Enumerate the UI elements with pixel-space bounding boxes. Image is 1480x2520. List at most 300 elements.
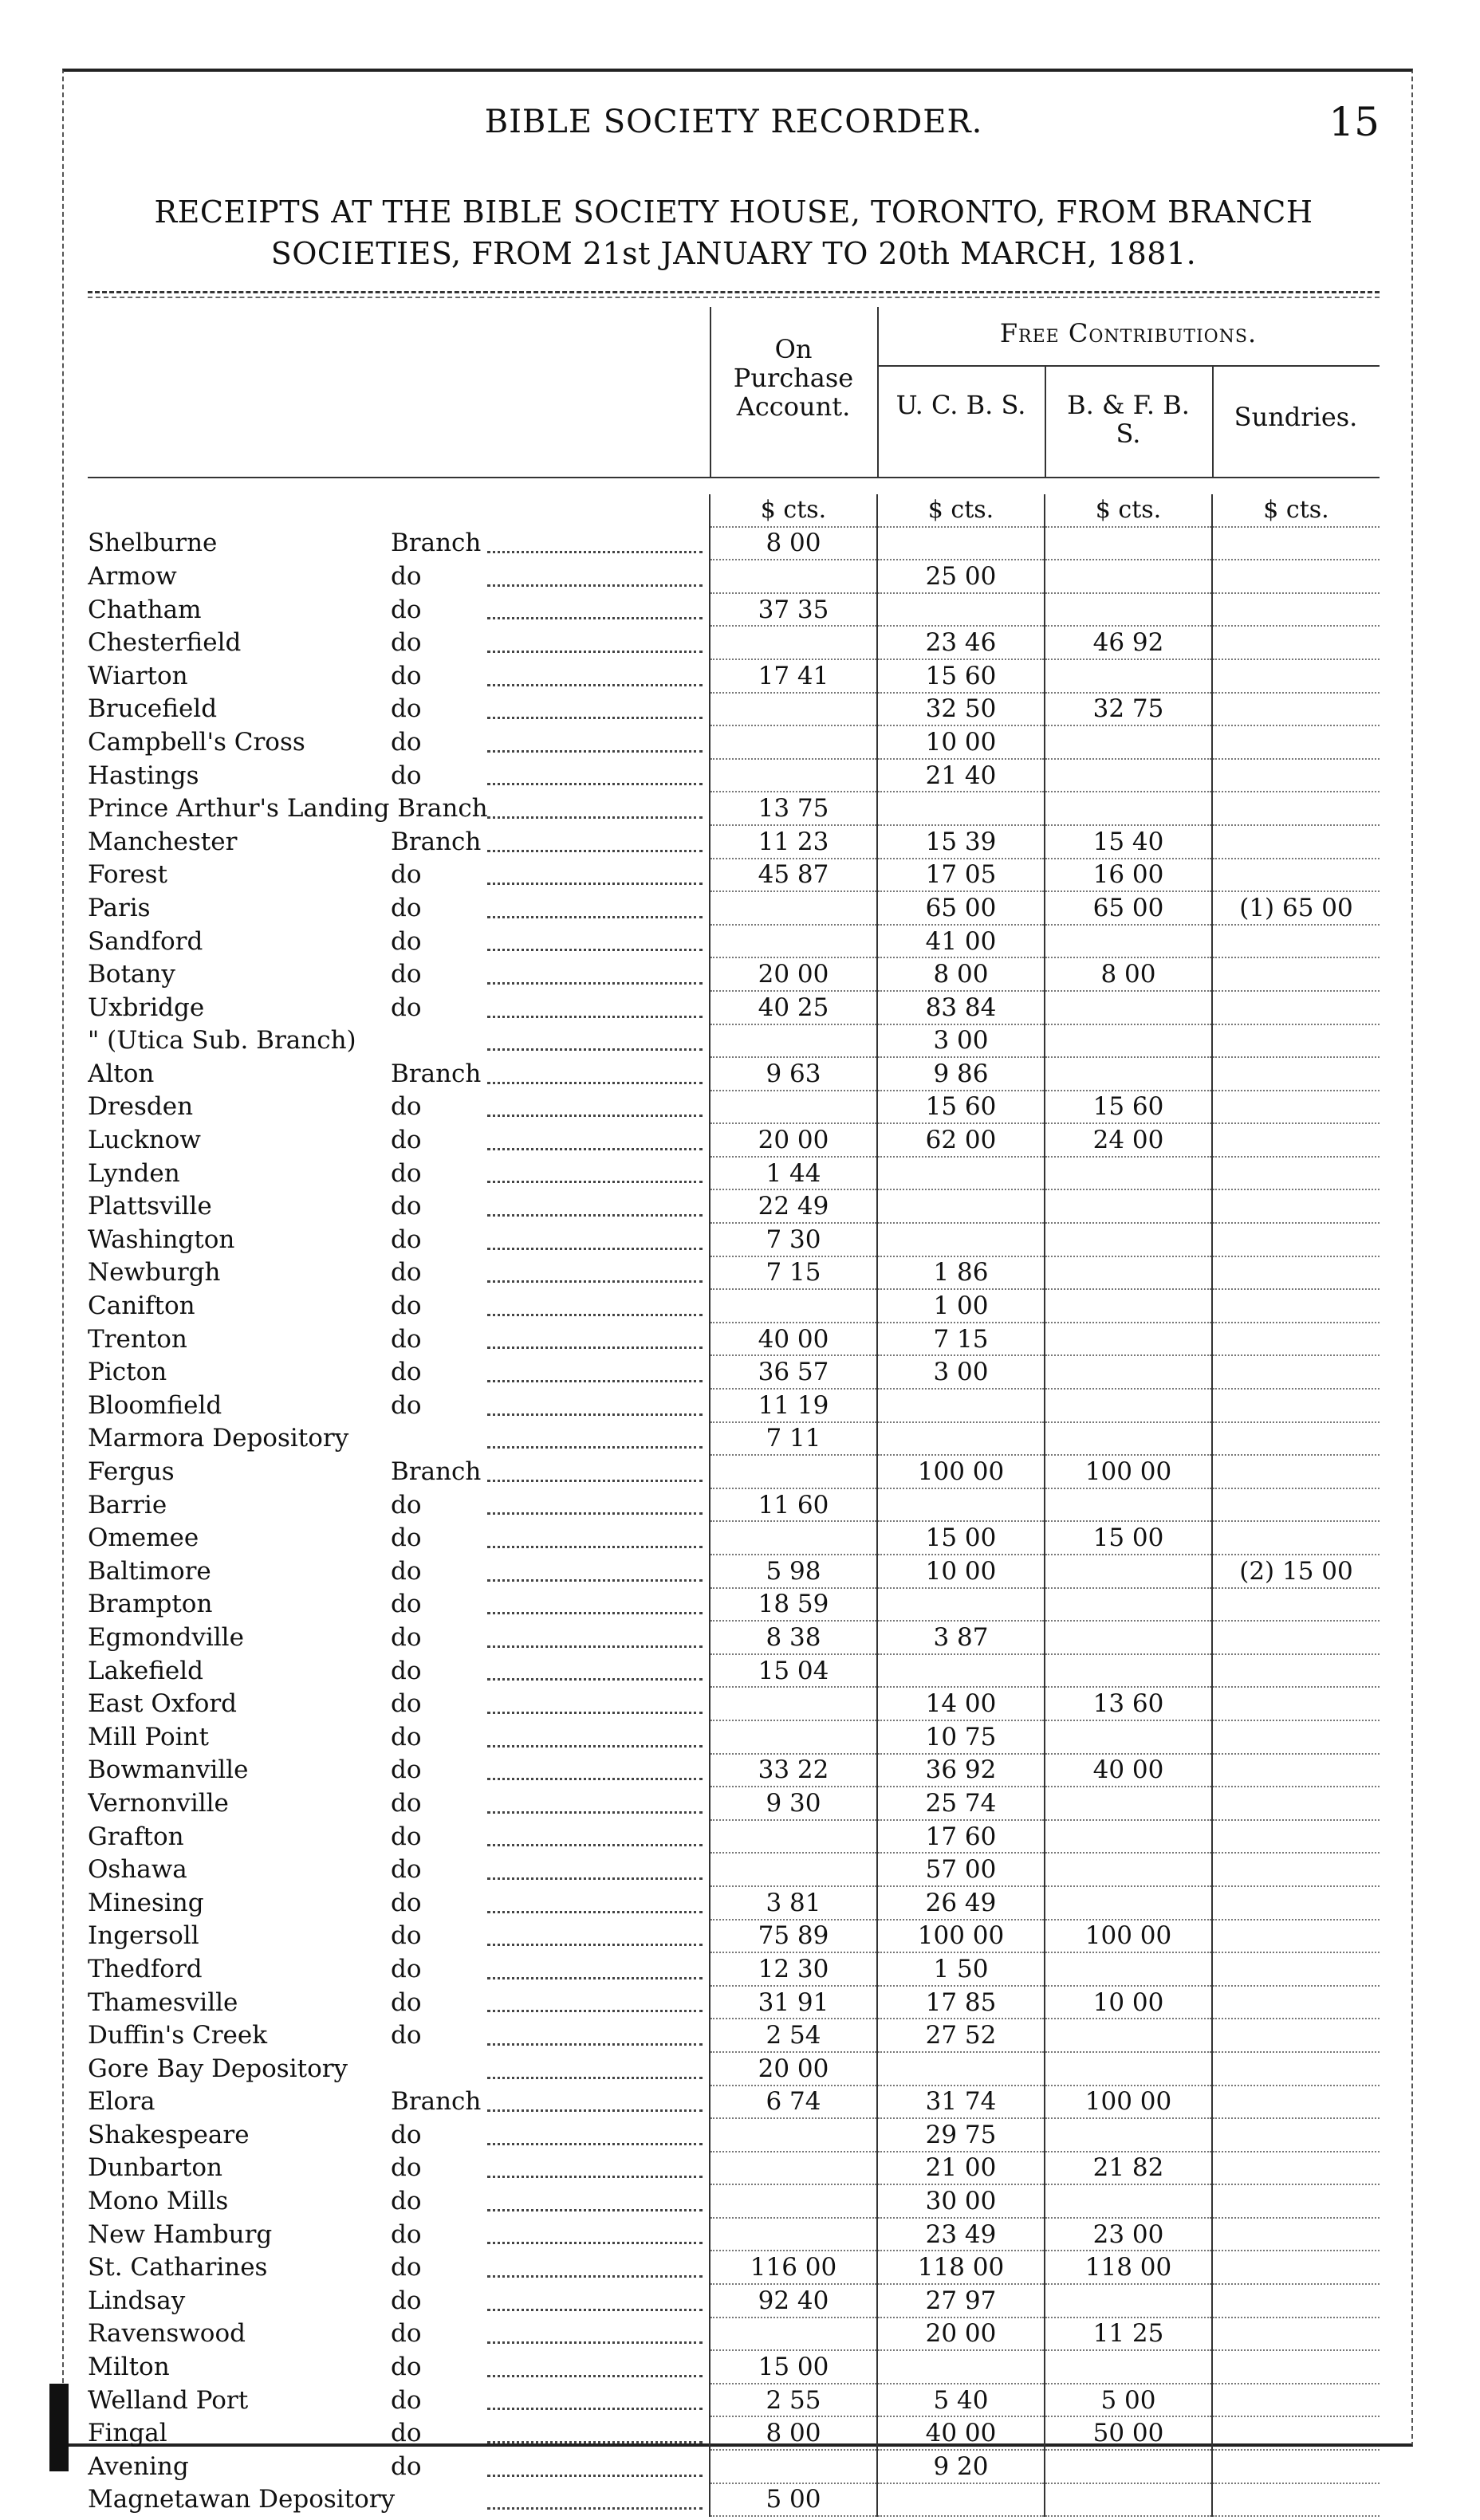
purchase-amount: 45 87 — [710, 859, 877, 892]
branch-name: Bloomfield — [88, 1390, 222, 1420]
branch-cell — [88, 1555, 710, 1588]
table-row — [88, 1422, 1380, 1456]
sundries-amount — [1212, 1189, 1380, 1223]
table-row — [88, 2384, 1380, 2417]
branch-name: Shakespeare — [88, 2120, 250, 2149]
ucbs-amount — [877, 593, 1045, 627]
ucbs-amount: 3 00 — [877, 1355, 1045, 1389]
branch-name: East Oxford — [88, 1689, 238, 1719]
branch-type: do — [391, 1556, 422, 1586]
table-row — [88, 1355, 1380, 1389]
ucbs-amount: 15 60 — [877, 659, 1045, 693]
dot-leader — [487, 1016, 703, 1018]
purchase-amount: 13 75 — [710, 792, 877, 825]
dot-leader — [487, 2242, 703, 2244]
dot-leader — [487, 2375, 703, 2377]
col-free-contributions: Free Contributions. — [999, 318, 1258, 348]
dot-leader — [487, 1115, 703, 1117]
branch-name: " (Utica Sub. Branch) — [88, 1026, 356, 1056]
branch-name: Baltimore — [88, 1556, 211, 1586]
purchase-amount — [710, 1853, 877, 1886]
table-row — [88, 1455, 1380, 1488]
branch-cell — [88, 1355, 710, 1389]
dot-leader — [487, 883, 703, 885]
purchase-amount — [710, 2118, 877, 2152]
branch-name: Minesing — [88, 1888, 204, 1917]
branch-cell — [88, 2284, 710, 2318]
sundries-amount — [1212, 1488, 1380, 1522]
sundries-amount — [1212, 1720, 1380, 1754]
bfbs-amount — [1045, 2450, 1212, 2483]
dot-leader — [487, 2209, 703, 2211]
table-row — [88, 1886, 1380, 1920]
purchase-amount — [710, 1289, 877, 1323]
bfbs-amount — [1045, 792, 1212, 825]
table-row — [88, 891, 1380, 925]
branch-type: do — [391, 2451, 422, 2481]
branch-cell — [88, 2251, 710, 2284]
branch-cell — [88, 2416, 710, 2450]
branch-cell — [88, 659, 710, 693]
purchase-amount — [710, 2152, 877, 2185]
ucbs-amount: 20 00 — [877, 2318, 1045, 2351]
branch-name: Barrie — [88, 1490, 167, 1519]
branch-type: do — [391, 1225, 422, 1254]
ucbs-amount: 23 46 — [877, 626, 1045, 659]
table-row — [88, 991, 1380, 1024]
branch-name: Avening — [88, 2451, 189, 2481]
bfbs-amount: 24 00 — [1045, 1123, 1212, 1157]
sundries-amount — [1212, 2184, 1380, 2218]
branch-cell — [88, 1389, 710, 1422]
purchase-amount — [710, 626, 877, 659]
table-row — [88, 2218, 1380, 2251]
sundries-amount — [1212, 560, 1380, 593]
purchase-amount: 5 98 — [710, 1555, 877, 1588]
table-row — [88, 2251, 1380, 2284]
bfbs-amount — [1045, 1223, 1212, 1256]
ucbs-amount: 10 75 — [877, 1720, 1045, 1754]
table-row — [88, 1853, 1380, 1886]
dot-leader — [487, 1346, 703, 1349]
sundries-amount — [1212, 1521, 1380, 1555]
purchase-amount: 75 89 — [710, 1920, 877, 1953]
table-row — [88, 1157, 1380, 1190]
unit-ucbs: $ cts. — [877, 494, 1045, 527]
branch-name: Gore Bay Depository — [88, 2054, 348, 2083]
branch-type: do — [391, 1888, 422, 1917]
ucbs-amount: 1 50 — [877, 1952, 1045, 1986]
branch-type: do — [391, 561, 422, 591]
col-bfbs: B. & F. B. S. — [1067, 390, 1190, 449]
branch-cell — [88, 1853, 710, 1886]
dot-leader — [487, 1811, 703, 1814]
branch-name: Chatham — [88, 595, 202, 624]
branch-name: Plattsville — [88, 1192, 212, 1221]
bfbs-amount — [1045, 1422, 1212, 1456]
branch-cell — [88, 1820, 710, 1854]
bfbs-amount: 11 25 — [1045, 2318, 1212, 2351]
branch-cell — [88, 725, 710, 759]
dot-leader — [487, 617, 703, 619]
branch-cell — [88, 1986, 710, 2019]
dot-leader — [487, 1314, 703, 1316]
bfbs-amount: 100 00 — [1045, 2086, 1212, 2119]
purchase-amount: 2 54 — [710, 2019, 877, 2052]
bfbs-amount — [1045, 659, 1212, 693]
table-row — [88, 2152, 1380, 2185]
table-row — [88, 560, 1380, 593]
branch-name: Brucefield — [88, 694, 218, 724]
table-row — [88, 825, 1380, 859]
dot-leader — [487, 684, 703, 686]
branch-name: Hastings — [88, 761, 199, 790]
branch-name: Manchester — [88, 827, 238, 856]
purchase-amount — [710, 1521, 877, 1555]
branch-type: Branch — [391, 2087, 482, 2117]
table-row — [88, 1091, 1380, 1124]
ucbs-amount — [877, 527, 1045, 560]
branch-name: Canifton — [88, 1291, 195, 1321]
ucbs-amount: 5 40 — [877, 2384, 1045, 2417]
branch-name: Sandford — [88, 926, 203, 956]
section-title-line-2: SOCIETIES, FROM 21st JANUARY TO 20th MARCH, 1881. — [270, 236, 1197, 271]
purchase-amount: 8 00 — [710, 527, 877, 560]
table-row — [88, 1986, 1380, 2019]
branch-cell — [88, 2118, 710, 2152]
purchase-amount: 15 00 — [710, 2350, 877, 2384]
sundries-amount — [1212, 2251, 1380, 2284]
running-header — [88, 99, 1380, 151]
ucbs-amount: 25 00 — [877, 560, 1045, 593]
table-row — [88, 593, 1380, 627]
dot-leader — [487, 1512, 703, 1515]
sundries-amount — [1212, 2019, 1380, 2052]
purchase-amount — [710, 1820, 877, 1854]
dot-leader — [487, 816, 703, 819]
ucbs-amount: 7 15 — [877, 1323, 1045, 1356]
dot-leader — [487, 1678, 703, 1681]
sundries-amount — [1212, 1355, 1380, 1389]
branch-type: do — [391, 694, 422, 724]
branch-type: do — [391, 1656, 422, 1685]
bfbs-amount: 8 00 — [1045, 957, 1212, 991]
branch-name: Grafton — [88, 1822, 184, 1851]
branch-name: Bowmanville — [88, 1755, 249, 1785]
branch-cell — [88, 1488, 710, 1522]
bfbs-amount — [1045, 1853, 1212, 1886]
purchase-amount — [710, 2450, 877, 2483]
bfbs-amount — [1045, 1057, 1212, 1091]
branch-cell — [88, 991, 710, 1024]
dot-leader — [487, 717, 703, 719]
purchase-amount: 116 00 — [710, 2251, 877, 2284]
dot-leader — [487, 750, 703, 753]
branch-name: Vernonville — [88, 1788, 229, 1818]
dot-leader — [487, 1612, 703, 1614]
bfbs-amount: 15 40 — [1045, 825, 1212, 859]
branch-name: Lynden — [88, 1158, 180, 1188]
table-row — [88, 1223, 1380, 1256]
bfbs-amount — [1045, 925, 1212, 958]
branch-cell — [88, 2450, 710, 2483]
dot-leader — [487, 1579, 703, 1582]
header-bottom-rule — [88, 477, 1380, 478]
unit-bfbs: $ cts. — [1045, 494, 1212, 527]
purchase-amount: 18 59 — [710, 1588, 877, 1622]
bfbs-amount — [1045, 1488, 1212, 1522]
purchase-amount: 11 60 — [710, 1488, 877, 1522]
branch-name: Campbell's Cross — [88, 727, 305, 757]
branch-type: Branch — [391, 1457, 482, 1487]
bfbs-amount — [1045, 725, 1212, 759]
branch-cell — [88, 2052, 710, 2086]
bfbs-amount: 32 75 — [1045, 693, 1212, 726]
ucbs-amount: 17 60 — [877, 1820, 1045, 1854]
branch-name: Dunbarton — [88, 2153, 223, 2183]
branch-type: do — [391, 1192, 422, 1221]
purchase-amount: 37 35 — [710, 593, 877, 627]
branch-cell — [88, 1091, 710, 1124]
sundries-amount — [1212, 925, 1380, 958]
header-divider-3 — [1045, 367, 1046, 478]
sundries-amount — [1212, 991, 1380, 1024]
dot-leader — [487, 2176, 703, 2178]
branch-type: do — [391, 2253, 422, 2282]
table-row — [88, 659, 1380, 693]
purchase-amount: 9 63 — [710, 1057, 877, 1091]
purchase-amount: 20 00 — [710, 2052, 877, 2086]
purchase-amount: 6 74 — [710, 2086, 877, 2119]
ucbs-amount: 118 00 — [877, 2251, 1045, 2284]
title-divider — [88, 291, 1380, 293]
group-underline — [877, 365, 1380, 367]
ucbs-amount: 26 49 — [877, 1886, 1045, 1920]
ucbs-amount: 27 97 — [877, 2284, 1045, 2318]
branch-cell — [88, 1157, 710, 1190]
ucbs-amount: 17 85 — [877, 1986, 1045, 2019]
ucbs-amount: 1 00 — [877, 1289, 1045, 1323]
branch-type: do — [391, 860, 422, 890]
table-row — [88, 1521, 1380, 1555]
dot-leader — [487, 949, 703, 951]
sundries-amount — [1212, 2318, 1380, 2351]
ucbs-amount: 15 60 — [877, 1091, 1045, 1124]
bfbs-amount — [1045, 1952, 1212, 1986]
sundries-amount — [1212, 1853, 1380, 1886]
branch-cell — [88, 1920, 710, 1953]
dot-leader — [487, 551, 703, 553]
branch-type: do — [391, 1324, 422, 1354]
dot-leader — [487, 2408, 703, 2410]
branch-cell — [88, 2152, 710, 2185]
ucbs-amount — [877, 2350, 1045, 2384]
table-row — [88, 1289, 1380, 1323]
ucbs-amount: 27 52 — [877, 2019, 1045, 2052]
branch-type: do — [391, 1490, 422, 1519]
bfbs-amount: 40 00 — [1045, 1754, 1212, 1787]
branch-name: Ravenswood — [88, 2319, 246, 2349]
ucbs-amount: 29 75 — [877, 2118, 1045, 2152]
dot-leader — [487, 2077, 703, 2079]
branch-name: Fingal — [88, 2419, 167, 2448]
table-row — [88, 1654, 1380, 1688]
bfbs-amount — [1045, 1256, 1212, 1290]
branch-name: Picton — [88, 1358, 167, 1387]
table-row — [88, 1588, 1380, 1622]
branch-name: Milton — [88, 2353, 170, 2382]
table-row — [88, 957, 1380, 991]
branch-type: do — [391, 595, 422, 624]
bfbs-amount: 100 00 — [1045, 1455, 1212, 1488]
table-row — [88, 527, 1380, 560]
dot-leader — [487, 2309, 703, 2311]
bfbs-amount — [1045, 527, 1212, 560]
bfbs-amount — [1045, 1189, 1212, 1223]
table-row — [88, 1754, 1380, 1787]
purchase-amount: 11 23 — [710, 825, 877, 859]
purchase-amount: 20 00 — [710, 957, 877, 991]
table-row — [88, 1488, 1380, 1522]
sundries-amount — [1212, 1389, 1380, 1422]
ucbs-amount: 9 20 — [877, 2450, 1045, 2483]
section-title — [88, 191, 1380, 274]
sundries-amount — [1212, 1952, 1380, 1986]
dot-leader — [487, 1712, 703, 1714]
branch-cell — [88, 626, 710, 659]
branch-type: Branch — [391, 827, 482, 856]
purchase-amount: 36 57 — [710, 1355, 877, 1389]
branch-type: Branch — [391, 1059, 482, 1088]
branch-type: do — [391, 2187, 422, 2216]
page-number: 15 — [1328, 99, 1380, 145]
purchase-amount — [710, 2318, 877, 2351]
branch-cell — [88, 2384, 710, 2417]
dot-leader — [487, 2043, 703, 2046]
branch-type: do — [391, 1523, 422, 1553]
purchase-amount: 92 40 — [710, 2284, 877, 2318]
table-row — [88, 1555, 1380, 1588]
branch-name: Armow — [88, 561, 177, 591]
branch-cell — [88, 593, 710, 627]
bfbs-amount: 10 00 — [1045, 1986, 1212, 2019]
sundries-amount — [1212, 1223, 1380, 1256]
branch-cell — [88, 1289, 710, 1323]
ucbs-amount: 25 74 — [877, 1787, 1045, 1820]
purchase-amount: 5 00 — [710, 2483, 877, 2517]
branch-cell — [88, 560, 710, 593]
dot-leader — [487, 2441, 703, 2443]
sundries-amount — [1212, 2218, 1380, 2251]
branch-cell — [88, 2483, 710, 2517]
ucbs-amount — [877, 1588, 1045, 1622]
bfbs-amount: 65 00 — [1045, 891, 1212, 925]
sundries-amount — [1212, 593, 1380, 627]
table-row — [88, 2416, 1380, 2450]
ucbs-amount: 57 00 — [877, 1853, 1045, 1886]
purchase-amount — [710, 1091, 877, 1124]
purchase-amount: 2 55 — [710, 2384, 877, 2417]
table-row — [88, 1787, 1380, 1820]
dot-leader — [487, 651, 703, 653]
branch-cell — [88, 1754, 710, 1787]
branch-cell — [88, 1422, 710, 1456]
purchase-amount — [710, 1024, 877, 1058]
bfbs-amount — [1045, 2019, 1212, 2052]
bfbs-amount: 100 00 — [1045, 1920, 1212, 1953]
branch-type: do — [391, 1622, 422, 1652]
table-row — [88, 1687, 1380, 1720]
branch-type: do — [391, 2153, 422, 2183]
ucbs-amount — [877, 2052, 1045, 2086]
branch-name: New Hamburg — [88, 2219, 273, 2249]
unit-purchase: $ cts. — [710, 494, 877, 527]
table-row — [88, 759, 1380, 792]
ucbs-amount — [877, 2483, 1045, 2517]
purchase-amount: 40 00 — [710, 1323, 877, 1356]
bfbs-amount — [1045, 1555, 1212, 1588]
bfbs-amount — [1045, 991, 1212, 1024]
purchase-amount: 31 91 — [710, 1986, 877, 2019]
sundries-amount — [1212, 1455, 1380, 1488]
branch-type: do — [391, 2021, 422, 2050]
title-divider-2 — [88, 297, 1380, 298]
branch-cell — [88, 1588, 710, 1622]
purchase-amount: 40 25 — [710, 991, 877, 1024]
dot-leader — [487, 2507, 703, 2510]
bfbs-amount — [1045, 1157, 1212, 1190]
branch-name: Prince Arthur's Landing Branch — [88, 794, 488, 824]
branch-cell — [88, 1521, 710, 1555]
branch-name: Elora — [88, 2087, 155, 2117]
ucbs-amount — [877, 1223, 1045, 1256]
branch-name: Marmora Depository — [88, 1424, 349, 1453]
sundries-amount — [1212, 1024, 1380, 1058]
bfbs-amount — [1045, 593, 1212, 627]
branch-cell — [88, 1687, 710, 1720]
branch-type: do — [391, 2120, 422, 2149]
branch-name: Wiarton — [88, 661, 188, 690]
sundries-amount — [1212, 859, 1380, 892]
bfbs-amount — [1045, 1654, 1212, 1688]
dot-leader — [487, 584, 703, 587]
table-row — [88, 2450, 1380, 2483]
bfbs-amount — [1045, 1389, 1212, 1422]
purchase-amount — [710, 693, 877, 726]
branch-cell — [88, 2184, 710, 2218]
dot-leader — [487, 1082, 703, 1084]
sundries-amount — [1212, 1654, 1380, 1688]
table-row — [88, 792, 1380, 825]
col-sundries: Sundries. — [1234, 402, 1358, 432]
table-row — [88, 1256, 1380, 1290]
purchase-amount: 12 30 — [710, 1952, 877, 1986]
dot-leader — [487, 1048, 703, 1051]
sundries-amount — [1212, 1621, 1380, 1654]
branch-name: Uxbridge — [88, 993, 205, 1022]
ucbs-amount: 8 00 — [877, 957, 1045, 991]
ucbs-amount: 15 39 — [877, 825, 1045, 859]
dot-leader — [487, 1778, 703, 1780]
branch-cell — [88, 1223, 710, 1256]
dot-leader — [487, 1248, 703, 1250]
branch-name: Washington — [88, 1225, 235, 1254]
branch-cell — [88, 2086, 710, 2119]
sundries-amount — [1212, 2384, 1380, 2417]
col-ucbs: U. C. B. S. — [895, 390, 1026, 420]
bfbs-amount — [1045, 2350, 1212, 2384]
branch-name: Alton — [88, 1059, 155, 1088]
